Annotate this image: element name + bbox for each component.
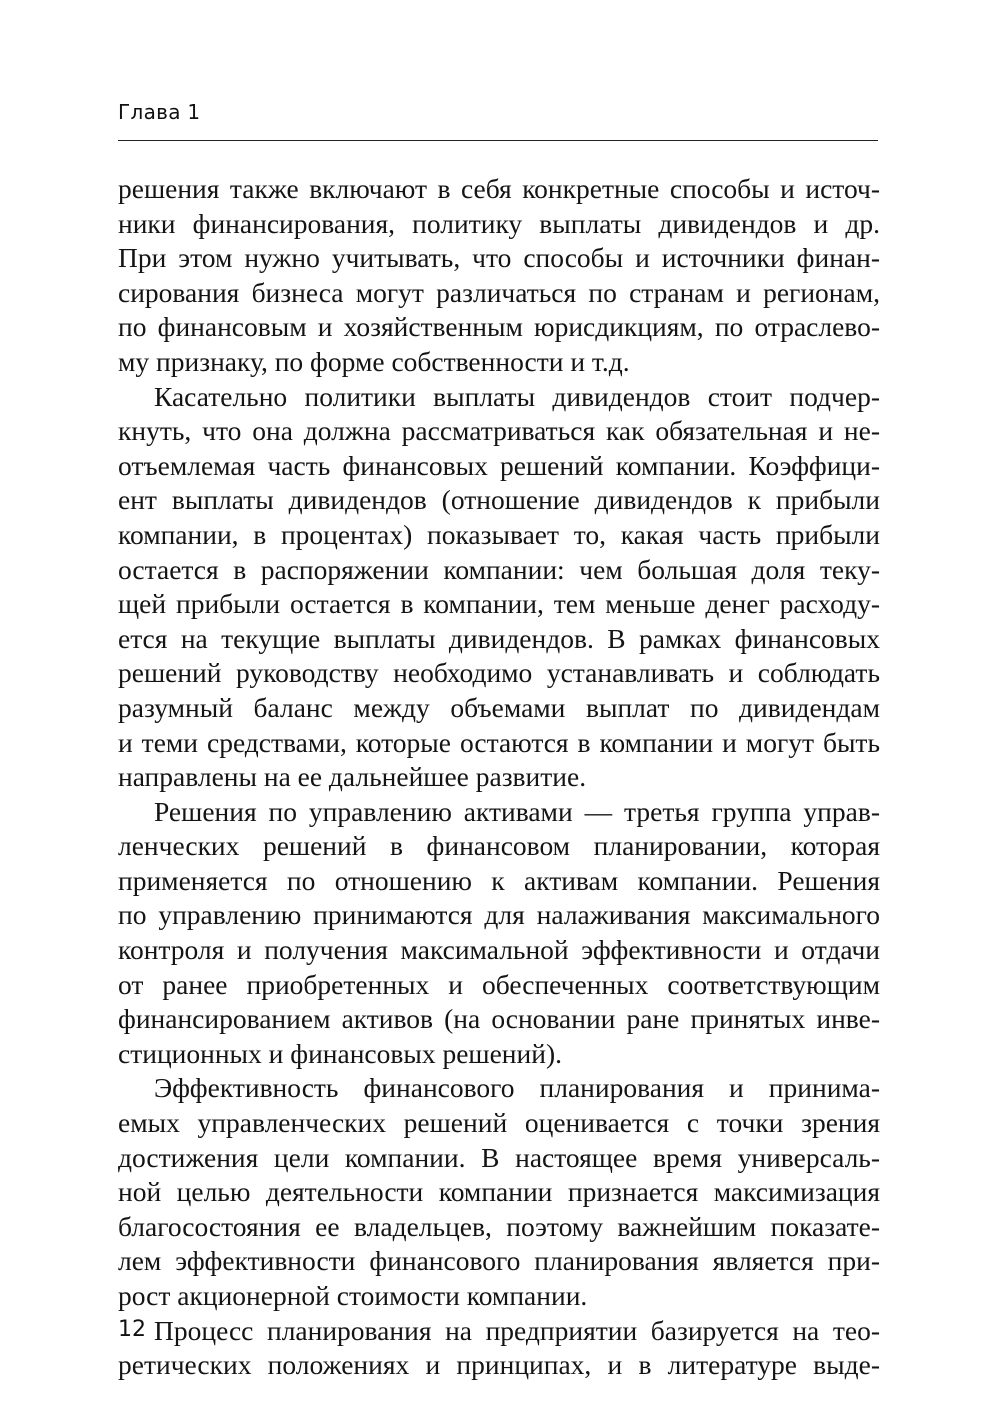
text-line: финансированием активов (на основании ране принятых инве- [118,1003,880,1035]
text-line: по управлению принимаются для налаживания максимального [118,899,880,931]
text-line: решения также включают в себя конкретные способы и источ- [118,173,880,204]
text-line: ент выплаты дивидендов (отношение дивидендов к прибыли [118,484,880,516]
text-line: от ранее приобретенных и обеспеченных соответствующим [118,968,880,1000]
text-line: решений руководству необходимо устанавливать и соблюдать [118,657,880,689]
text-line: благосостояния ее владельцев, поэтому важнейшим показате- [118,1210,880,1242]
text-line: ленческих решений в финансовом планировании, которая [118,830,880,862]
text-line: применяется по отношению к активам компании. Решения [118,864,880,896]
text-line: ется на текущие выплаты дивидендов. В рамках финансовых [118,622,880,654]
paragraph-4 [118,1071,880,1313]
text-line: кнуть, что она должна рассматриваться как обязательная и не- [118,415,880,447]
header-rule [118,140,878,141]
page-body [118,172,880,1383]
text-line: и теми средствами, которые остаются в компании и могут быть [118,726,880,758]
text-line: ретических положениях и принципах, и в литературе выде- [118,1349,880,1381]
paragraph-1 [118,172,880,380]
text-line: ной целью деятельности компании признается максимизация [118,1176,880,1208]
text-line: направлены на ее дальнейшее развитие. [118,761,587,793]
text-line: по финансовым и хозяйственным юрисдикциям, по отраслево- [118,311,880,343]
text-line: щей прибыли остается в компании, тем меньше денег расходу- [118,588,880,620]
running-head-title: Глава 1 [118,100,201,124]
paragraph-5 [118,1314,880,1383]
text-line: сирования бизнеса могут различаться по странам и регионам, [118,276,880,308]
text-line: лем эффективности финансового планирования является при- [118,1245,880,1277]
text-line: ники финансирования, политику выплаты дивидендов и др. [118,207,880,239]
text-line: емых управленческих решений оценивается с точки зрения [118,1107,880,1139]
paragraph-3 [118,795,880,1072]
text-line: компании, в процентах) показывает то, какая часть прибыли [118,518,880,550]
text-line: остается в распоряжении компании: чем большая доля теку- [118,553,880,585]
paragraph-2 [118,380,880,795]
text-line: Решения по управлению активами — третья группа управ- [154,795,880,827]
text-line: Касательно политики выплаты дивидендов стоит подчер- [154,380,880,412]
text-line: достижения цели компании. В настоящее время универсаль- [118,1141,880,1173]
page-number: 12 [118,1317,146,1342]
text-line: Процесс планирования на предприятии базируется на тео- [154,1314,880,1346]
text-line: му признаку, по форме собственности и т.д. [118,345,630,377]
text-line: При этом нужно учитывать, что способы и источники финан- [118,242,880,274]
text-line: отъемлемая часть финансовых решений компании. Коэффици- [118,449,880,481]
text-line: Эффективность финансового планирования и принима- [154,1072,880,1104]
text-line: рост акционерной стоимости компании. [118,1280,588,1311]
text-line: стиционных и финансовых решений). [118,1037,562,1069]
text-line: контроля и получения максимальной эффективности и отдачи [118,934,880,966]
text-line: разумный баланс между объемами выплат по дивидендам [118,691,880,723]
